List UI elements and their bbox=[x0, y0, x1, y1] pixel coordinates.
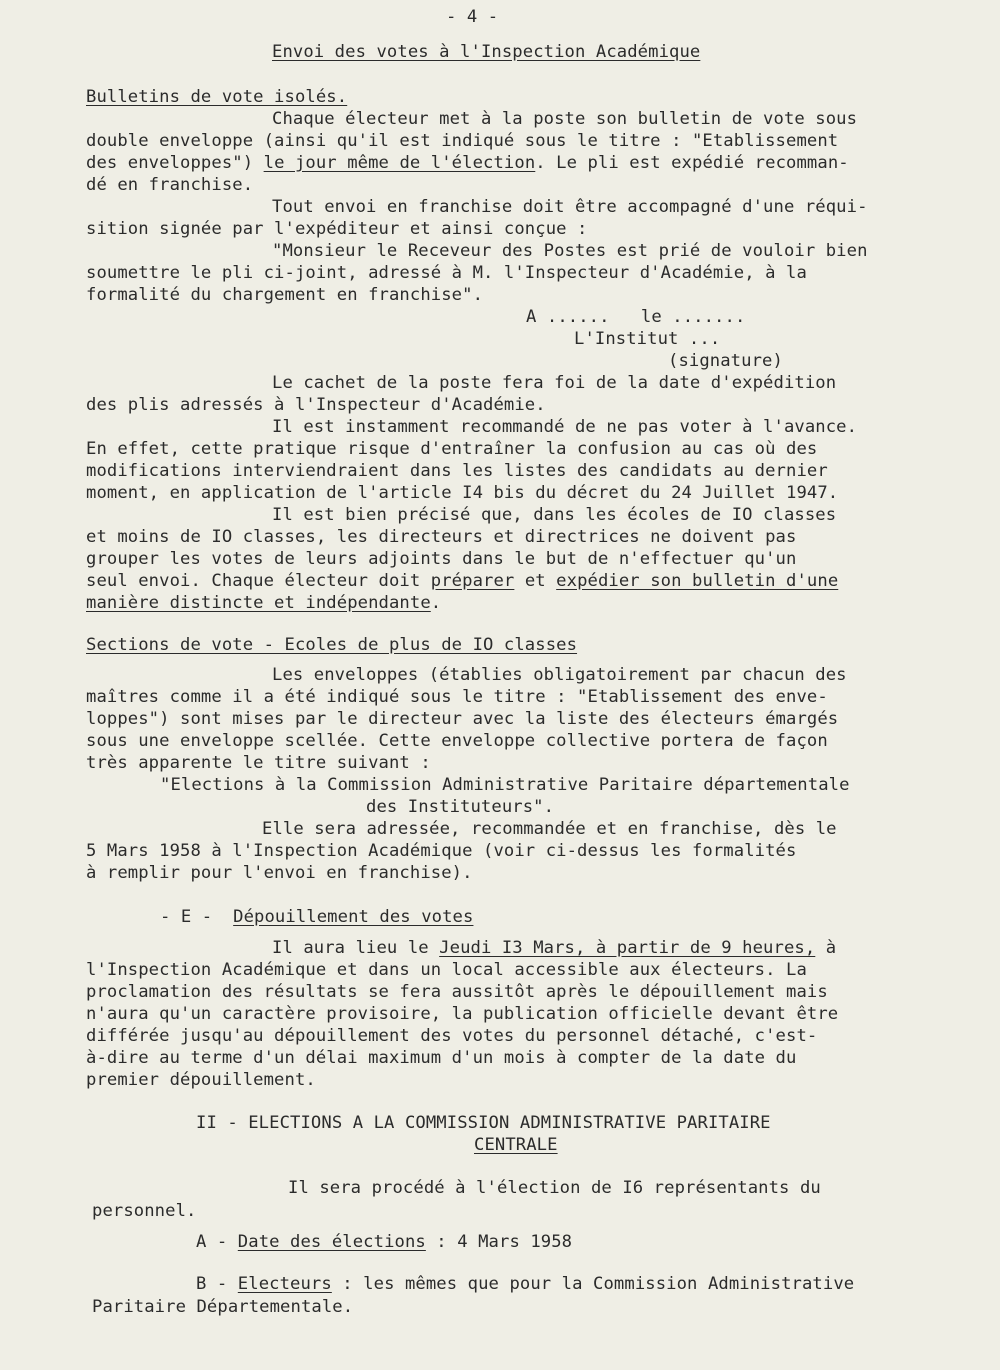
text-line: et moins de IO classes, les directeurs et directrices ne doivent pas bbox=[86, 527, 797, 547]
text-line: à-dire au terme d'un délai maximum d'un mois à compter de la date du bbox=[86, 1048, 797, 1068]
heading-depouillement-label: Dépouillement des votes bbox=[233, 907, 474, 927]
text-line bbox=[86, 152, 849, 174]
text-line: formalité du chargement en franchise". bbox=[86, 285, 484, 305]
text-span: à bbox=[815, 938, 837, 958]
text-line: "Monsieur le Receveur des Postes est prié de vouloir bien bbox=[272, 241, 868, 261]
text-line bbox=[86, 592, 441, 614]
text-span: . Le pli est expédié recomman- bbox=[535, 153, 849, 173]
text-line: sous une enveloppe scellée. Cette enveloppe collective portera de façon bbox=[86, 731, 828, 751]
item-b-value: : les mêmes que pour la Commission Administrative bbox=[331, 1274, 855, 1294]
emphasis-maniere: manière distincte et indépendante bbox=[86, 593, 431, 613]
text-span: et bbox=[514, 571, 557, 591]
text-line: moment, en application de l'article I4 bis du décret du 24 Juillet 1947. bbox=[86, 483, 839, 503]
text-line: soumettre le pli ci-joint, adressé à M. l'Inspecteur d'Académie, à la bbox=[86, 263, 807, 283]
item-b bbox=[196, 1273, 854, 1295]
text-line: Paritaire Départementale. bbox=[92, 1297, 354, 1317]
text-line: 5 Mars 1958 à l'Inspection Académique (voir ci-dessus les formalités bbox=[86, 841, 797, 861]
text-line: Il est bien précisé que, dans les écoles de IO classes bbox=[272, 505, 837, 525]
page-number: - 4 - bbox=[446, 7, 499, 27]
emphasis-expedier: expédier son bulletin d'une bbox=[556, 571, 839, 591]
text-line: sition signée par l'expéditeur et ainsi conçue : bbox=[86, 219, 588, 239]
text-line: n'aura qu'un caractère provisoire, la publication officielle devant être bbox=[86, 1004, 839, 1024]
quoted-title-line: "Elections à la Commission Administrative Paritaire départementale bbox=[160, 775, 850, 795]
item-prefix: A - bbox=[196, 1232, 238, 1252]
text-line: modifications interviendraient dans les listes des candidats au dernier bbox=[86, 461, 828, 481]
text-line: des plis adressés à l'Inspecteur d'Académie. bbox=[86, 395, 546, 415]
quoted-title-line: des Instituteurs". bbox=[366, 797, 555, 817]
heading-prefix: - E - bbox=[160, 907, 234, 927]
text-line: grouper les votes de leurs adjoints dans le but de n'effectuer qu'un bbox=[86, 549, 797, 569]
heading-depouillement bbox=[160, 906, 473, 928]
text-line: Tout envoi en franchise doit être accompagné d'une réqui- bbox=[272, 197, 868, 217]
text-line bbox=[86, 570, 838, 592]
text-line bbox=[272, 937, 836, 959]
heading-bulletins: Bulletins de vote isolés. bbox=[86, 87, 348, 107]
section-ii-title-2: CENTRALE bbox=[474, 1135, 558, 1155]
heading-sections: Sections de vote - Ecoles de plus de IO classes bbox=[86, 635, 578, 655]
text-line: proclamation des résultats se fera aussitôt après le dépouillement mais bbox=[86, 982, 828, 1002]
text-span: seul envoi. Chaque électeur doit bbox=[86, 571, 431, 591]
item-prefix: B - bbox=[196, 1274, 238, 1294]
emphasis-date-depouillement: Jeudi I3 Mars, à partir de 9 heures, bbox=[439, 938, 816, 958]
text-span: Il aura lieu le bbox=[272, 938, 440, 958]
text-line: loppes") sont mises par le directeur avec la liste des électeurs émargés bbox=[86, 709, 839, 729]
emphasis-preparer: préparer bbox=[430, 571, 515, 591]
text-line: double enveloppe (ainsi qu'il est indiqué sous le titre : "Etablissement bbox=[86, 131, 839, 151]
text-line: Le cachet de la poste fera foi de la date d'expédition bbox=[272, 373, 837, 393]
heading-envoi: Envoi des votes à l'Inspection Académique bbox=[272, 42, 701, 62]
text-line: différée jusqu'au dépouillement des votes du personnel détaché, c'est- bbox=[86, 1026, 818, 1046]
text-line: Elle sera adressée, recommandée et en franchise, dès le bbox=[262, 819, 837, 839]
emphasis-jour-election: le jour même de l'élection bbox=[263, 153, 536, 173]
text-line: premier dépouillement. bbox=[86, 1070, 316, 1090]
text-line: En effet, cette pratique risque d'entraîner la confusion au cas où des bbox=[86, 439, 818, 459]
item-b-label: Electeurs bbox=[237, 1274, 332, 1294]
text-line: maîtres comme il a été indiqué sous le titre : "Etablissement des enve- bbox=[86, 687, 828, 707]
text-line: Chaque électeur met à la poste son bulletin de vote sous bbox=[272, 109, 858, 129]
place-date-line: A ...... le ....... bbox=[526, 307, 746, 327]
text-line: Les enveloppes (établies obligatoirement par chacun des bbox=[272, 665, 847, 685]
signature-line: (signature) bbox=[668, 351, 783, 371]
section-ii-title: II - ELECTIONS A LA COMMISSION ADMINISTRATIVE PARITAIRE bbox=[196, 1113, 771, 1133]
text-line: à remplir pour l'envoi en franchise). bbox=[86, 863, 473, 883]
institut-line: L'Institut ... bbox=[574, 329, 721, 349]
text-line: l'Inspection Académique et dans un local accessible aux électeurs. La bbox=[86, 960, 807, 980]
text-span: . bbox=[430, 593, 442, 613]
text-line: Il sera procédé à l'élection de I6 représentants du bbox=[288, 1178, 821, 1198]
item-a bbox=[196, 1231, 572, 1253]
text-line: personnel. bbox=[92, 1201, 197, 1221]
text-line: très apparente le titre suivant : bbox=[86, 753, 431, 773]
text-span: des enveloppes") bbox=[86, 153, 264, 173]
text-line: dé en franchise. bbox=[86, 175, 254, 195]
text-line: Il est instamment recommandé de ne pas voter à l'avance. bbox=[272, 417, 858, 437]
item-a-value: : 4 Mars 1958 bbox=[425, 1232, 573, 1252]
item-a-label: Date des élections bbox=[237, 1232, 426, 1252]
